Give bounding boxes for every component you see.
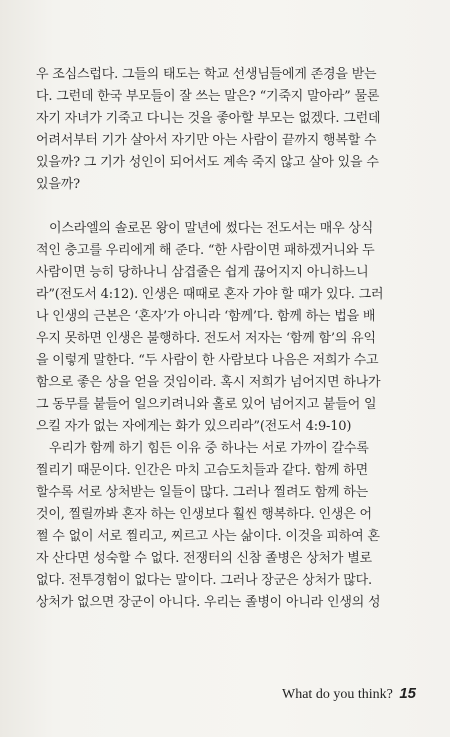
paragraph-3-line: 찔리기 때문이다. 인간은 마치 고슴도치들과 같다. 함께 하면	[36, 463, 368, 478]
paragraph-3-line: 자 산다면 성숙할 수 없다. 전쟁터의 신참 졸병은 상처가 별로	[36, 551, 372, 566]
paragraph-1-line: 우 조심스럽다. 그들의 태도는 학교 선생님들에게 존경을 받는	[36, 67, 377, 82]
paragraph-2-line: 을 이렇게 말한다. “두 사람이 한 사람보다 나음은 저희가 수고	[36, 353, 379, 368]
paragraph-1-line: 있을까? 그 기가 성인이 되어서도 계속 죽지 않고 살아 있을 수	[36, 155, 379, 170]
paragraph-3-line: 할수록 서로 상처받는 일들이 많다. 그러나 찔려도 함께 하는	[36, 485, 368, 500]
paragraph-2-line: 으킬 자가 없는 자에게는 화가 있으리라”(전도서 4:9-10)	[36, 419, 352, 434]
paragraph-2-line: 나 인생의 근본은 ‘혼자’가 아니라 ‘함께’다. 함께 하는 법을 배	[36, 309, 376, 324]
paragraph-1-line: 있을까?	[36, 177, 80, 192]
paragraph-2-line: 사람이면 능히 당하나니 삼겹줄은 쉽게 끊어지지 아니하느니	[36, 265, 369, 280]
page-number: 15	[399, 685, 416, 702]
paragraph-1-line: 자기 자녀가 기죽고 다니는 것을 좋아할 부모는 없겠다. 그런데	[36, 111, 381, 126]
paragraph-gap	[36, 196, 422, 218]
paragraph-2-line: 적인 충고를 우리에게 해 준다. “한 사람이면 패하겠거니와 두	[36, 243, 375, 258]
paragraph-3-line: 쩔 수 없이 서로 찔리고, 찌르고 사는 삶이다. 이것을 피하여 혼	[36, 529, 380, 544]
paragraph-3-line: 것이, 찔릴까봐 혼자 하는 인생보다 훨씬 행복하다. 인생은 어	[36, 507, 372, 522]
footer-label: What do you think?	[282, 687, 393, 702]
body-text	[36, 64, 422, 614]
paragraph-3-line: 없다. 전투경험이 없다는 말이다. 그러나 장군은 상처가 많다.	[36, 573, 372, 588]
paragraph-1-line: 어려서부터 기가 살아서 자기만 아는 사람이 끝까지 행복할 수	[36, 133, 377, 148]
paragraph-2-line: 그 동무를 붙들어 일으키려니와 홀로 있어 넘어지고 붙들어 일	[36, 397, 377, 412]
paragraph-1-line: 다. 그런데 한국 부모들이 잘 쓰는 말은? “기죽지 말아라” 물론	[36, 89, 380, 104]
paragraph-2-line: 우지 못하면 인생은 불행하다. 전도서 저자는 ‘함께 함’의 유익	[36, 331, 376, 346]
paragraph-3-line: 상처가 없으면 장군이 아니다. 우리는 졸병이 아니라 인생의 성	[36, 595, 381, 610]
paragraph-2-line: 이스라엘의 솔로몬 왕이 말년에 썼다는 전도서는 매우 상식	[49, 221, 374, 236]
paragraph-2-line: 함으로 좋은 상을 얻을 것임이라. 혹시 저희가 넘어지면 하나가	[36, 375, 381, 390]
paragraph-3-line: 우리가 함께 하기 힘든 이유 중 하나는 서로 가까이 갈수록	[49, 441, 369, 456]
page-footer	[282, 685, 416, 703]
paragraph-2-line: 라”(전도서 4:12). 인생은 때때로 혼자 가야 할 때가 있다. 그러	[36, 287, 384, 302]
